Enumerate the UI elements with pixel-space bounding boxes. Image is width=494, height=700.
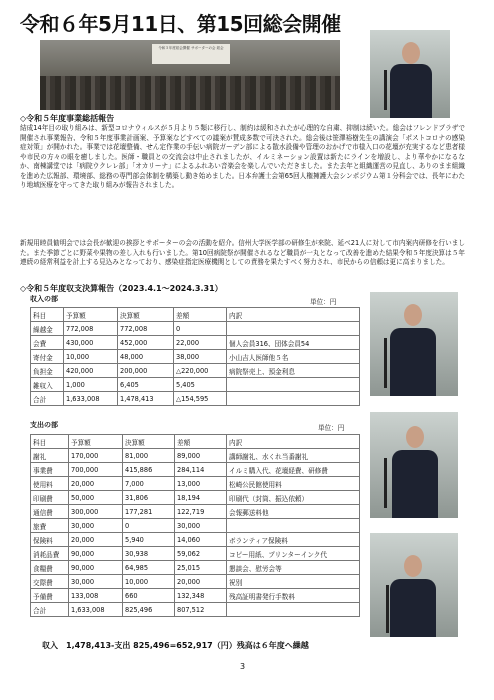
cell: 81,000 bbox=[123, 449, 175, 463]
table-header-row bbox=[31, 308, 360, 322]
expense-table bbox=[30, 434, 360, 617]
cell: 個人会員316、団体会員54 bbox=[227, 336, 360, 350]
cell: 10,000 bbox=[64, 350, 118, 364]
cell: 謝礼 bbox=[31, 449, 69, 463]
cell: 5,940 bbox=[123, 533, 175, 547]
table-total-row bbox=[31, 392, 360, 406]
cell: 30,000 bbox=[69, 519, 123, 533]
cell: 寄付金 bbox=[31, 350, 64, 364]
cell: 7,000 bbox=[123, 477, 175, 491]
table-total-row bbox=[31, 603, 360, 617]
cell: 0 bbox=[174, 322, 227, 336]
cell: 1,633,008 bbox=[64, 392, 118, 406]
header-cell: 内訳 bbox=[227, 308, 360, 322]
cell: 松崎公民館使用料 bbox=[227, 477, 360, 491]
cell: △220,000 bbox=[174, 364, 227, 378]
cell: 負担金 bbox=[31, 364, 64, 378]
report-paragraph-1: 結成14年目の取り組みは、新型コロナウィルスが５月より５類に移行し、制約は緩和されたが心理的な自粛、抑制は続いた。総会はフレンドプラザで開催され事業報告、令和５年度事業計画案、予算案などすべての議案が賛成多数で可決された。総会後は笹澤裕樹先生の講演会「ポストコロナの感染症対策」が開かれた。事業では花壇整備、せん定作業の手伝い病院ガーデン部による散水設備や管理のおかげで市様入口の花壇が充実するなど患者様や市民の方々の眼を癒しました。医師・職員との交流会は中止されましたが、イルミネーション設置は新たにラインを増設し、より華やかになるなか、南棟講堂では「病院ウクレレ部」「オカリーナ」によるふれあい音楽会を楽しんでいただきました。また去年と組織運営の見直し、ありのまま組織を進めた広報部、環境部、総務の専門部会体制を構築し動き始めました。日本弁護士会第65回人権擁護大会シンポジウム第１分科会では、長年にわたり地域医療を守ってきた取り組みが報告されました。 bbox=[20, 124, 465, 189]
cell: 1,000 bbox=[64, 378, 118, 392]
cell: 25,015 bbox=[175, 561, 227, 575]
general-meeting-photo bbox=[40, 40, 340, 110]
table-row bbox=[31, 463, 360, 477]
table-row bbox=[31, 322, 360, 336]
cell: 1,633,008 bbox=[69, 603, 123, 617]
cell: 繰越金 bbox=[31, 322, 64, 336]
cell: 14,060 bbox=[175, 533, 227, 547]
cell: 5,405 bbox=[174, 378, 227, 392]
settlement-heading: ◇令和５年度収支決算報告（2023.4.1～2024.3.31） bbox=[20, 284, 223, 293]
page-number: 3 bbox=[240, 662, 246, 671]
cell: 残高証明書発行手数料 bbox=[227, 589, 360, 603]
cell: 通信費 bbox=[31, 505, 69, 519]
cell bbox=[227, 519, 360, 533]
cell: 旅費 bbox=[31, 519, 69, 533]
cell: 交際費 bbox=[31, 575, 69, 589]
cell: 食糧費 bbox=[31, 561, 69, 575]
cell: 30,938 bbox=[123, 547, 175, 561]
audience bbox=[40, 76, 340, 110]
speaker-photo-4 bbox=[370, 533, 458, 637]
cell: 祝別 bbox=[227, 575, 360, 589]
table-row bbox=[31, 378, 360, 392]
cell: 122,719 bbox=[175, 505, 227, 519]
cell: 38,000 bbox=[174, 350, 227, 364]
cell: 30,000 bbox=[69, 575, 123, 589]
cell bbox=[227, 322, 360, 336]
cell: 660 bbox=[123, 589, 175, 603]
income-unit-label: 単位：円 bbox=[310, 298, 337, 306]
header-cell: 科目 bbox=[31, 435, 69, 449]
cell: 90,000 bbox=[69, 561, 123, 575]
speaker-photo-1 bbox=[370, 30, 450, 118]
cell: 170,000 bbox=[69, 449, 123, 463]
cell bbox=[227, 392, 360, 406]
cell: 病院祭売上、預金利息 bbox=[227, 364, 360, 378]
table-row bbox=[31, 589, 360, 603]
cell: 事業費 bbox=[31, 463, 69, 477]
income-section-label: 収入の部 bbox=[30, 295, 58, 303]
table-row bbox=[31, 336, 360, 350]
cell: 48,000 bbox=[118, 350, 174, 364]
report-heading: ◇令和５年度事業総括報告 bbox=[20, 114, 115, 123]
header-cell: 予算額 bbox=[64, 308, 118, 322]
table-row bbox=[31, 561, 360, 575]
cell: 31,806 bbox=[123, 491, 175, 505]
cell: 懇談会、慰労会等 bbox=[227, 561, 360, 575]
cell: 430,000 bbox=[64, 336, 118, 350]
cell: 700,000 bbox=[69, 463, 123, 477]
cell: 講師謝礼、水くれ当番謝礼 bbox=[227, 449, 360, 463]
cell: 50,000 bbox=[69, 491, 123, 505]
cell: △154,595 bbox=[174, 392, 227, 406]
table-row bbox=[31, 519, 360, 533]
cell: 消耗品費 bbox=[31, 547, 69, 561]
cell: 200,000 bbox=[118, 364, 174, 378]
header-cell: 科目 bbox=[31, 308, 64, 322]
cell: 825,496 bbox=[123, 603, 175, 617]
cell: 20,000 bbox=[69, 477, 123, 491]
page-title: 令和６年5月11日、第15回総会開催 bbox=[20, 12, 341, 36]
table-row bbox=[31, 575, 360, 589]
expense-section-label: 支出の部 bbox=[30, 421, 58, 429]
cell: 1,478,413 bbox=[118, 392, 174, 406]
cell: 420,000 bbox=[64, 364, 118, 378]
cell: 保険料 bbox=[31, 533, 69, 547]
cell: 133,008 bbox=[69, 589, 123, 603]
cell: 284,114 bbox=[175, 463, 227, 477]
header-cell: 決算額 bbox=[118, 308, 174, 322]
cell: 合計 bbox=[31, 392, 64, 406]
cell: 10,000 bbox=[123, 575, 175, 589]
table-row bbox=[31, 350, 360, 364]
speaker-photo-2 bbox=[370, 292, 458, 396]
cell: 0 bbox=[123, 519, 175, 533]
cell: 小山吉人医師他５名 bbox=[227, 350, 360, 364]
header-cell: 差額 bbox=[174, 308, 227, 322]
cell: 807,512 bbox=[175, 603, 227, 617]
income-table bbox=[30, 307, 360, 406]
table-row bbox=[31, 547, 360, 561]
table-row bbox=[31, 449, 360, 463]
cell: ボランティア保険料 bbox=[227, 533, 360, 547]
table-row bbox=[31, 477, 360, 491]
balance-summary: 収入 1,478,413-支出 825,496=652,917（円）残高は６年度へ繰越 bbox=[42, 641, 309, 650]
table-header-row bbox=[31, 435, 360, 449]
cell: 予備費 bbox=[31, 589, 69, 603]
projection-screen: 令和５年度総会開催 サポーターの会 総会 bbox=[152, 44, 230, 64]
cell: イルミ購入代、花壇経費、研修費 bbox=[227, 463, 360, 477]
header-cell: 予算額 bbox=[69, 435, 123, 449]
cell bbox=[227, 603, 360, 617]
header-cell: 差額 bbox=[175, 435, 227, 449]
cell: 使用料 bbox=[31, 477, 69, 491]
cell: 89,000 bbox=[175, 449, 227, 463]
cell: 会報郵送料他 bbox=[227, 505, 360, 519]
cell: 印刷代（封筒、振込依頼） bbox=[227, 491, 360, 505]
cell: 20,000 bbox=[175, 575, 227, 589]
cell: コピー用紙、プリンターインク代 bbox=[227, 547, 360, 561]
cell: 177,281 bbox=[123, 505, 175, 519]
cell: 59,062 bbox=[175, 547, 227, 561]
cell: 13,000 bbox=[175, 477, 227, 491]
speaker-photo-3 bbox=[370, 412, 458, 518]
cell: 雑収入 bbox=[31, 378, 64, 392]
cell: 64,985 bbox=[123, 561, 175, 575]
table-row bbox=[31, 505, 360, 519]
cell: 合計 bbox=[31, 603, 69, 617]
cell: 30,000 bbox=[175, 519, 227, 533]
expense-unit-label: 単位：円 bbox=[318, 424, 345, 432]
cell: 22,000 bbox=[174, 336, 227, 350]
cell: 415,886 bbox=[123, 463, 175, 477]
cell: 6,405 bbox=[118, 378, 174, 392]
header-cell: 決算額 bbox=[123, 435, 175, 449]
cell: 772,008 bbox=[64, 322, 118, 336]
cell bbox=[227, 378, 360, 392]
table-row bbox=[31, 533, 360, 547]
cell: 印刷費 bbox=[31, 491, 69, 505]
table-row bbox=[31, 364, 360, 378]
cell: 18,194 bbox=[175, 491, 227, 505]
cell: 452,000 bbox=[118, 336, 174, 350]
cell: 会費 bbox=[31, 336, 64, 350]
cell: 20,000 bbox=[69, 533, 123, 547]
cell: 132,348 bbox=[175, 589, 227, 603]
report-paragraph-2: 新規用睦員勧明会では会長が歓迎の挨拶とサポーターの会の活動を紹介。信州大学医学部の研修生が来院、延べ21人に対して市内案内研修を行いました。また季節ごとに野菜や果物の差し入れも行いました。第10回病院祭が開催されるなど職員が一丸となって改善を進めた結果令和５年度決算は５年連続の経常利益を計上する見込みとなっており、感染症指定医療機関としての責務を果たすべく努力され、市民からの信頼は更に高まりました。 bbox=[20, 239, 465, 266]
cell: 90,000 bbox=[69, 547, 123, 561]
cell: 300,000 bbox=[69, 505, 123, 519]
header-cell: 内訳 bbox=[227, 435, 360, 449]
cell: 772,008 bbox=[118, 322, 174, 336]
table-row bbox=[31, 491, 360, 505]
